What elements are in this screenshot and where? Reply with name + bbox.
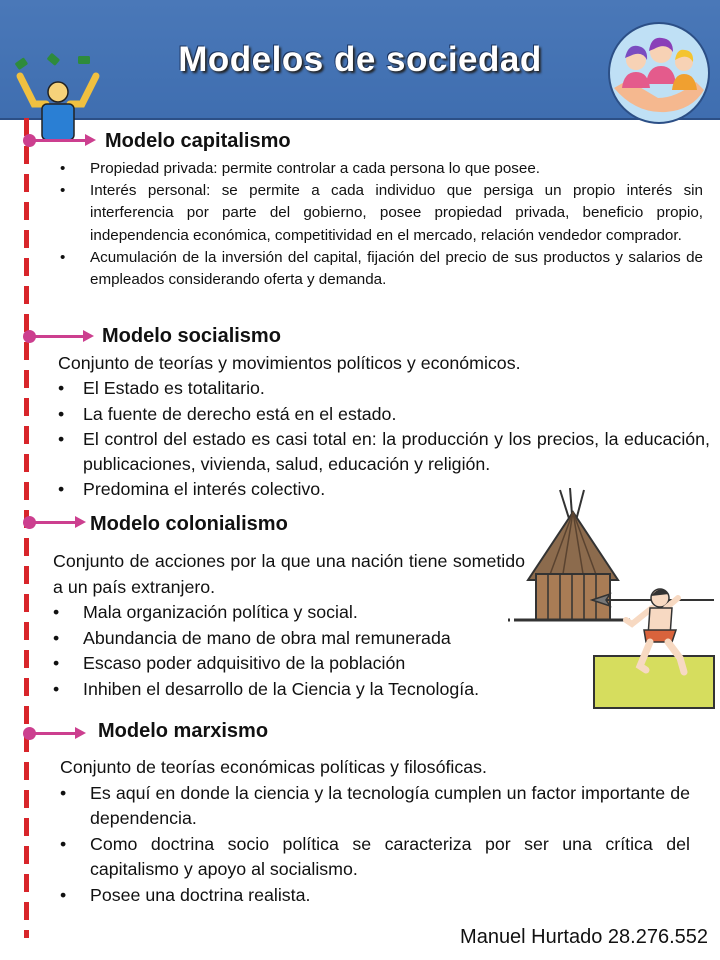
timeline-connector bbox=[30, 335, 84, 338]
bullet: • bbox=[60, 884, 67, 905]
list-item: • Predomina el interés colectivo. bbox=[58, 477, 710, 502]
list-item: • El control del estado es casi total en: la producción y los precios, la educación, publicaciones, vivienda, salud, educación y religión. bbox=[58, 428, 710, 475]
bullet: • bbox=[53, 678, 60, 699]
list-item: • Acumulación de la inversión del capital, fijación del precio de sus productos y salarios de empleados considerando oferta y demanda. bbox=[60, 248, 703, 289]
section-colonialismo bbox=[53, 549, 525, 703]
section-heading-marxismo: Modelo marxismo bbox=[98, 720, 269, 742]
bullet: • bbox=[60, 833, 67, 854]
community-hand-icon bbox=[606, 20, 712, 126]
bullet: • bbox=[60, 782, 67, 803]
timeline-connector bbox=[30, 139, 86, 142]
list-item: • Mala organización política y social. bbox=[53, 600, 525, 626]
bullet: • bbox=[58, 403, 65, 424]
timeline-connector bbox=[30, 732, 76, 735]
timeline-connector bbox=[30, 521, 76, 524]
section-intro: Conjunto de acciones por la que una nación tiene sometido a un país extranjero. bbox=[53, 551, 525, 597]
list-item: • Como doctrina socio política se caracteriza por ser una crítica del capitalismo y apoyo al socialismo. bbox=[60, 833, 690, 879]
bullet: • bbox=[58, 428, 65, 449]
bullet: • bbox=[60, 248, 66, 266]
section-marxismo bbox=[60, 755, 690, 908]
bullet: • bbox=[53, 602, 60, 623]
list-item: • El Estado es totalitario. bbox=[58, 376, 710, 401]
bullet: • bbox=[60, 182, 66, 200]
bullet: • bbox=[58, 479, 65, 500]
list-item: • Es aquí en donde la ciencia y la tecnología cumplen un factor importante de dependencia. bbox=[60, 782, 690, 828]
list-item: • Interés personal: se permite a cada individuo que persiga un propio interés sin interferencia por parte del gobierno, posee propiedad privada, beneficio propio, independencia económica, competitividad en el mercado, relación vendedor comprador. bbox=[60, 182, 703, 244]
bullet: • bbox=[60, 160, 66, 177]
section-intro: Conjunto de teorías económicas políticas y filosóficas. bbox=[60, 757, 487, 777]
list-item: • Posee una doctrina realista. bbox=[60, 883, 690, 909]
bullet: • bbox=[53, 627, 60, 648]
list-item: • Propiedad privada: permite controlar a cada persona lo que posee. bbox=[60, 158, 703, 180]
section-heading-colonialismo: Modelo colonialismo bbox=[90, 513, 288, 535]
author-credit: Manuel Hurtado 28.276.552 bbox=[460, 926, 708, 948]
list-item: • Abundancia de mano de obra mal remunerada bbox=[53, 626, 525, 652]
list-item: • La fuente de derecho está en el estado. bbox=[58, 402, 710, 427]
section-heading-socialismo: Modelo socialismo bbox=[102, 325, 281, 347]
bullet: • bbox=[58, 378, 65, 399]
list-item: • Escaso poder adquisitivo de la población bbox=[53, 651, 525, 677]
list-item: • Inhiben el desarrollo de la Ciencia y la Tecnología. bbox=[53, 677, 525, 703]
page-title: Modelos de sociedad bbox=[178, 40, 542, 79]
bullet: • bbox=[53, 653, 60, 674]
hut-warrior-illustration bbox=[500, 488, 718, 712]
section-socialismo bbox=[58, 351, 710, 503]
header-banner bbox=[0, 0, 720, 120]
section-heading-capitalismo: Modelo capitalismo bbox=[105, 130, 291, 152]
section-capitalismo bbox=[60, 158, 703, 291]
section-intro: Conjunto de teorías y movimientos políticos y económicos. bbox=[58, 353, 521, 373]
